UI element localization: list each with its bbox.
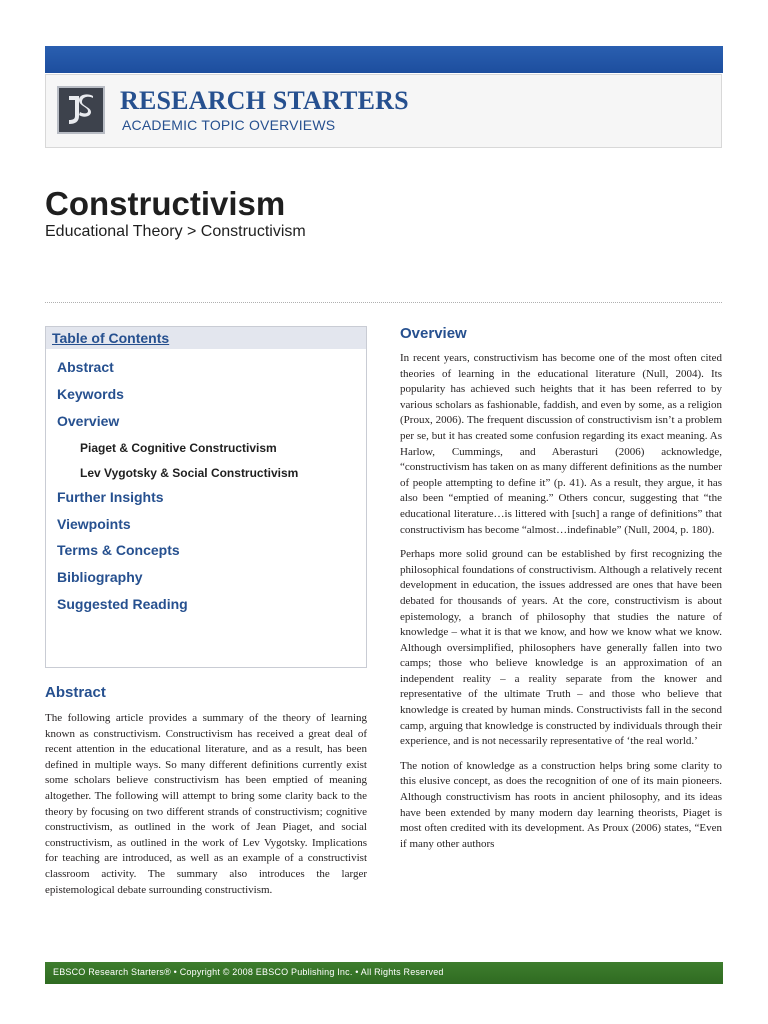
research-starters-logo-icon <box>57 86 105 134</box>
brand-subtitle: ACADEMIC TOPIC OVERVIEWS <box>122 117 336 133</box>
toc-item-further-insights[interactable]: Further Insights <box>57 489 164 505</box>
abstract-heading: Abstract <box>45 684 106 701</box>
overview-body <box>400 351 722 911</box>
toc-item-suggested-reading[interactable]: Suggested Reading <box>57 596 188 612</box>
breadcrumb: Educational Theory > Constructivism <box>45 223 306 240</box>
abstract-body <box>45 711 367 907</box>
footer-bar <box>45 962 723 984</box>
overview-paragraph-1: In recent years, constructivism has become one of the most often cited theories of learning in the educational literature (Null, 2004). Its popularity has achieved such heights that it has been referred to by various scholars as fashionable, faddish, and even by some, as a religion (Proux, 2006). The frequent discussion of constructivism isn’t a problem per se, but it has created some confusion regarding its exact meaning. As Harlow, Cummings, and Aberasturi (2006) acknowledge, “constructivism has taken on as many different definitions as the number of people attempting to define it” (p. 41). As a result, they argue, it has also been “emptied of meaning.” Others concur, suggesting that “the educational literature…is littered with [such] a range of definitions” that constructivism has become “almost…indefinable” (Null, 2004, p. 180). <box>400 352 722 536</box>
top-banner-bar <box>45 46 723 73</box>
toc-item-terms-concepts[interactable]: Terms & Concepts <box>57 542 180 558</box>
divider <box>45 302 722 303</box>
overview-heading: Overview <box>400 325 467 342</box>
toc-item-vygotsky[interactable]: Lev Vygotsky & Social Constructivism <box>80 466 299 480</box>
toc-item-piaget[interactable]: Piaget & Cognitive Constructivism <box>80 441 277 455</box>
overview-paragraph-2: Perhaps more solid ground can be established by first recognizing the philosophical foundations of constructivism. Although a relatively recent development in education, the issues addressed are ones that have been debated for thousands of years. At the core, constructivism is about epistemology, a branch of philosophy that studies the nature of knowledge – what it is that we know, and how we know what we know. Although oversimplified, philosophers have generally fallen into two camps; those who believe knowledge is an approximation of an independent reality – a reality separate from the knower and representative of the ultimate Truth – and those who believe that knowledge is created by human minds. Constructivists fall in the second camp, arguing that knowledge is constructed by individuals through their experience, and is not necessarily representative of ‘the real world.’ <box>400 548 722 748</box>
toc-header <box>46 327 366 349</box>
overview-paragraph-3: The notion of knowledge as a construction helps bring some clarity to this elusive concept, as does the recognition of one of its main pioneers. Although constructivism has roots in ancient philosophy, and its ideas have been extended by many modern day learning theorists, Piaget is most often credited with its development. As Proux (2006) states, “Even if many other authors <box>400 759 722 850</box>
toc-item-keywords[interactable]: Keywords <box>57 386 124 402</box>
brand-name: RESEARCH STARTERS <box>120 86 409 115</box>
toc-item-overview[interactable]: Overview <box>57 413 120 429</box>
abstract-paragraph: The following article provides a summary of the theory of learning known as constructivism. Constructivism has received a great deal of recent attention in the educational literature, and as a result, has been defined in multiple ways. So many different definitions currently exist some scholars believe constructivism has been emptied of meaning altogether. The following will attempt to bring some clarity back to the theory by focusing on two different strands of constructivism; cognitive constructivism, as outlined in the work of Jean Piaget, and social constructivism, as outlined in the work of Lev Vygotsky. Implications for teaching are introduced, as well as an example of a constructivist classroom activity. The summary also introduces the larger epistemological debate surrounding constructivism. <box>45 712 367 896</box>
toc-item-bibliography[interactable]: Bibliography <box>57 569 143 585</box>
footer-copyright: EBSCO Research Starters® • Copyright © 2008 EBSCO Publishing Inc. • All Rights Reserved <box>53 967 444 977</box>
toc-item-viewpoints[interactable]: Viewpoints <box>57 516 131 532</box>
page-title: Constructivism <box>45 185 286 222</box>
toc-heading: Table of Contents <box>52 330 170 346</box>
toc-item-abstract[interactable]: Abstract <box>57 359 114 375</box>
